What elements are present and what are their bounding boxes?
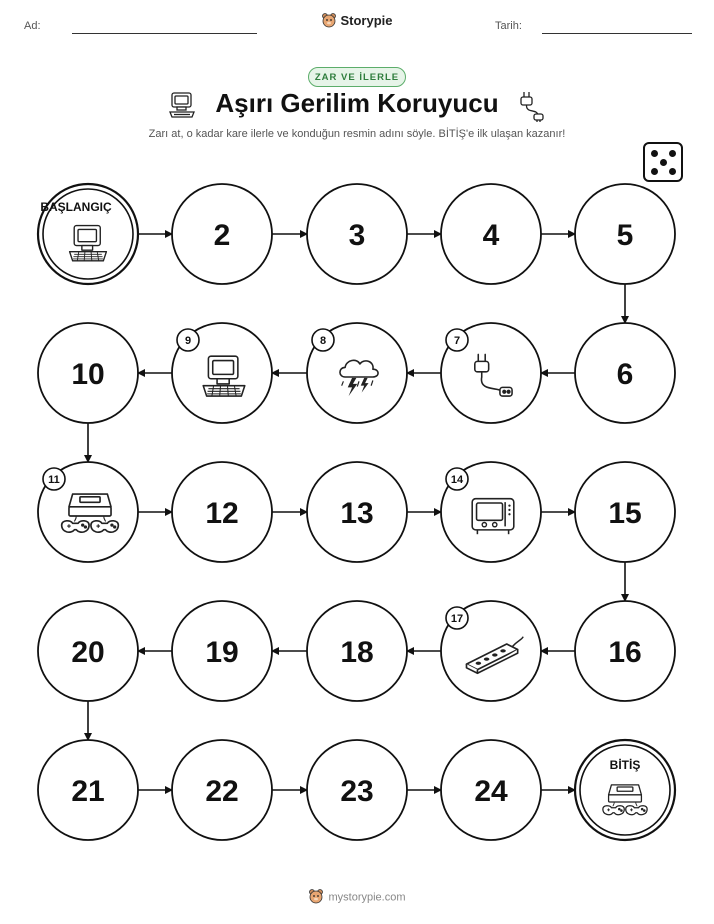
board-space: [575, 462, 675, 562]
board-space: [575, 323, 675, 423]
space-number: 2: [213, 219, 231, 252]
game-type-badge: ZAR VE İLERLE: [308, 67, 406, 87]
date-label: Tarih:: [495, 20, 522, 32]
board-space: [172, 184, 272, 284]
name-label: Ad:: [24, 20, 41, 32]
space-number: 20: [71, 636, 105, 669]
finish-space: [575, 740, 675, 840]
board-space: [307, 601, 407, 701]
space-number: 5: [616, 219, 634, 252]
board-space: [441, 740, 541, 840]
footer-url: mystorypie.com: [328, 891, 406, 904]
space-number: 3: [348, 219, 366, 252]
board-space: [172, 462, 272, 562]
space-number: 23: [340, 775, 374, 808]
footer: [0, 888, 714, 907]
space-number: 8: [319, 335, 327, 347]
board-space: [307, 323, 407, 423]
board-space: [172, 740, 272, 840]
page-title: Aşırı Gerilim Koruyucu: [215, 88, 499, 118]
board-space: [307, 740, 407, 840]
board-space: [441, 184, 541, 284]
computer-icon: [70, 226, 107, 261]
board-space: [38, 601, 138, 701]
board-space: [172, 601, 272, 701]
space-number: 17: [450, 613, 464, 625]
start-space: [38, 184, 138, 284]
space-number: 19: [205, 636, 239, 669]
space-number: 12: [205, 497, 239, 530]
space-number: 7: [453, 335, 461, 347]
board-space: [441, 323, 541, 423]
board-space: [575, 184, 675, 284]
space-number: 10: [71, 358, 105, 391]
start-label: BAŞLANGIÇ: [40, 200, 112, 214]
space-number: 16: [608, 636, 642, 669]
computer-icon: [203, 356, 245, 396]
space-number: 21: [71, 775, 105, 808]
board-spaces: [38, 184, 675, 840]
board-space: [172, 323, 272, 423]
instructions: Zarı at, o kadar kare ilerle ve konduğun resmin adını söyle. BİTİŞ'e ilk ulaşan kazanır!: [148, 128, 566, 140]
board-space: [441, 462, 541, 562]
board-space: [575, 601, 675, 701]
space-number: 4: [482, 219, 500, 252]
space-number: 24: [474, 775, 508, 808]
board-space: [38, 462, 138, 562]
bear-mascot-icon: [308, 888, 324, 907]
brand-name: Storypie: [340, 12, 393, 28]
board-space: [307, 184, 407, 284]
finish-label: BİTİŞ: [609, 758, 641, 772]
space-number: 14: [450, 474, 464, 486]
board-space: [38, 740, 138, 840]
board-space: [441, 601, 541, 701]
board-space: [38, 323, 138, 423]
space-number: 9: [184, 335, 192, 347]
space-number: 15: [608, 497, 642, 530]
space-number: 6: [616, 358, 634, 391]
space-number: 11: [48, 474, 60, 486]
space-number: 22: [205, 775, 239, 808]
microwave-icon: [472, 499, 514, 535]
space-number: 13: [340, 497, 374, 530]
board-space: [307, 462, 407, 562]
space-number: 18: [340, 636, 374, 669]
